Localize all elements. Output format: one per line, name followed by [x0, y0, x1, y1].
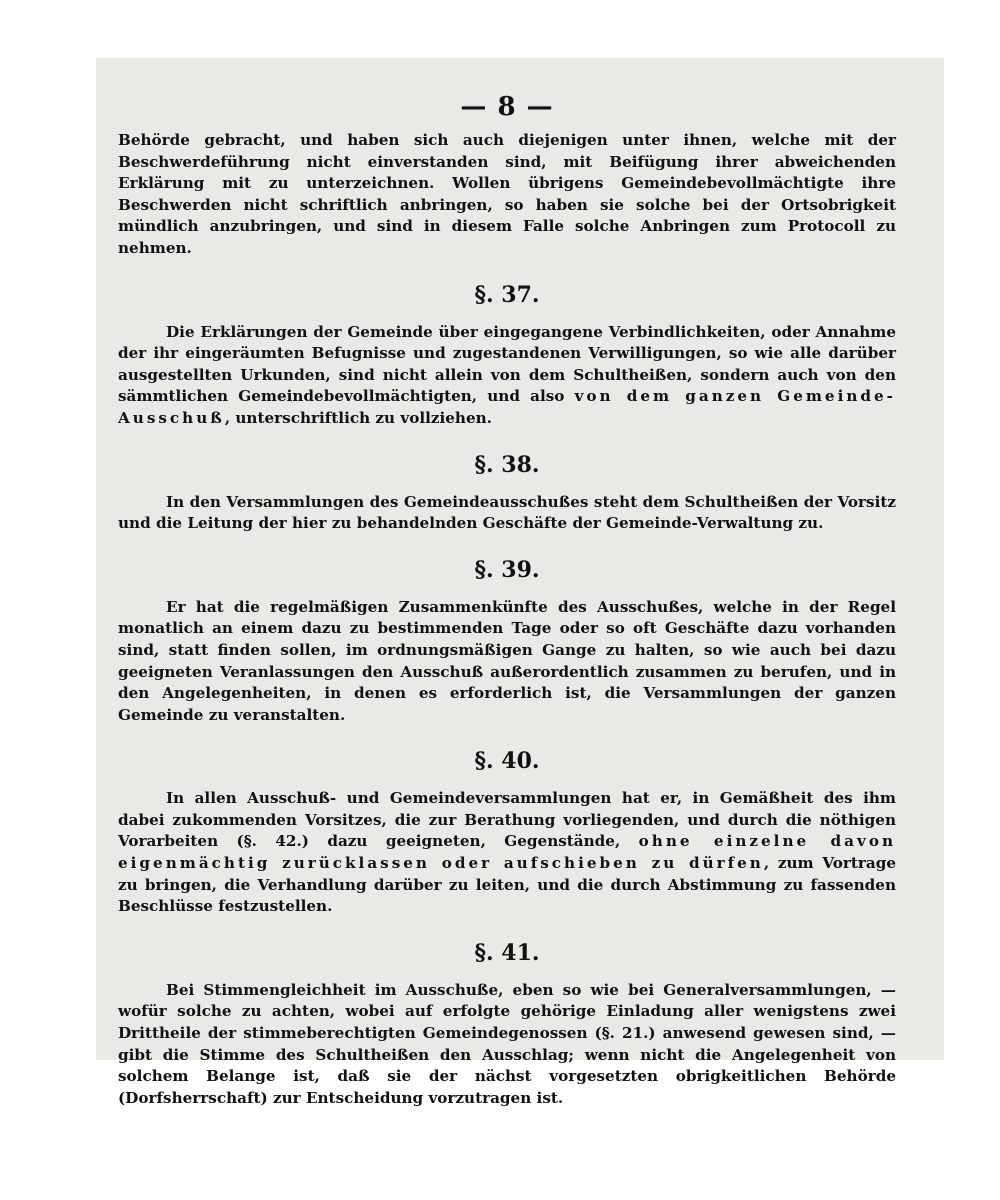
- paragraph-continuation: Behörde gebracht, und haben sich auch diejenigen unter ihnen, welche mit der Beschwerdeführung nicht einverstanden sind, mit Beifügung ihrer abweichenden Erklärung mit zu unterzeichnen. Wollen übrigens Gemeindebevollmächtigte ihre Beschwerden nicht schriftlich anbringen, so haben sie solche bei der Ortsobrigkeit mündlich anzubringen, und sind in diesem Falle solche Anbringen zum Protocoll zu nehmen.: [118, 131, 896, 257]
- section-heading-39: §. 39.: [474, 556, 540, 583]
- section-text-37-spaced: von dem ganzen Gemeinde-Ausschuß: [118, 387, 896, 427]
- section-text-41: Bei Stimmengleichheit im Ausschuße, eben so wie bei Generalversammlungen, — wofür solche zu achten, wobei auf erfolgte gehörige Einladung aller wenigstens zwei Drittheile der stimmeberechtigten Gemeindegenossen (§. 21.) anwesend gewesen sind, — gibt die Stimme des Schultheißen den Ausschlag; wenn nicht die Angelegenheit von solchem Belange ist, daß sie der nächst vorgesetzten obrigkeitlichen Behörde (Dorfsherrschaft) zur Entscheidung vorzutragen ist.: [118, 980, 896, 1107]
- section-text-40-part1: In allen Ausschuß- und Gemeindeversammlungen hat er, in Gemäßheit des ihm dabei zukommenden Vorsitzes, die zur Berathung vorliegenden, und durch die nöthigen Vorarbeiten (§. 42.) dazu geeigneten, Gegenstände,: [118, 789, 896, 851]
- section-text-40: [118, 788, 896, 918]
- section-heading-41: §. 41.: [474, 939, 540, 966]
- section-text-40-spaced: ohne einzelne davon eigenmächtig zurücklassen oder aufschieben zu dürfen: [118, 832, 896, 873]
- section-text-39: Er hat die regelmäßigen Zusammenkünfte des Ausschußes, welche in der Regel monatlich an einem dazu zu bestimmenden Tage oder so oft Geschäfte dazu vorhanden sind, statt finden sollen, im ordnungsmäßigen Gange zu halten, so wie auch bei dazu geeigneten Veranlassungen den Ausschuß außerordentlich zusammen zu berufen, und in den Angelegenheiten, in denen es erforderlich ist, die Versammlungen der ganzen Gemeinde zu veranstalten.: [118, 597, 896, 724]
- section-text-40-part2: , zum Vortrage zu bringen, die Verhandlung darüber zu leiten, und die durch Abstimmung zu fassenden Beschlüsse festzustellen.: [118, 854, 896, 916]
- section-text-37-part2: , unterschriftlich zu vollziehen.: [224, 408, 492, 427]
- section-heading-40: §. 40.: [474, 748, 540, 775]
- page-number: — 8 —: [460, 92, 554, 122]
- section-heading-38: §. 38.: [474, 451, 540, 478]
- section-heading-37: §. 37.: [474, 281, 540, 308]
- section-text-37-part1: Die Erklärungen der Gemeinde über eingegangene Verbindlichkeiten, oder Annahme der ihr eingeräumten Befugnisse und zugestandenen Verwilligungen, so wie alle darüber ausgestellten Urkunden, sind nicht allein von dem Schultheißen, sondern auch von den sämmtlichen Gemeindebevollmächtigten, und also: [118, 322, 896, 406]
- document-page: [118, 92, 896, 1109]
- section-text-37: [118, 322, 896, 430]
- section-text-38: In den Versammlungen des Gemeindeausschußes steht dem Schultheißen der Vorsitz und die Leitung der hier zu behandelnden Geschäfte der Gemeinde-Verwaltung zu.: [118, 492, 896, 533]
